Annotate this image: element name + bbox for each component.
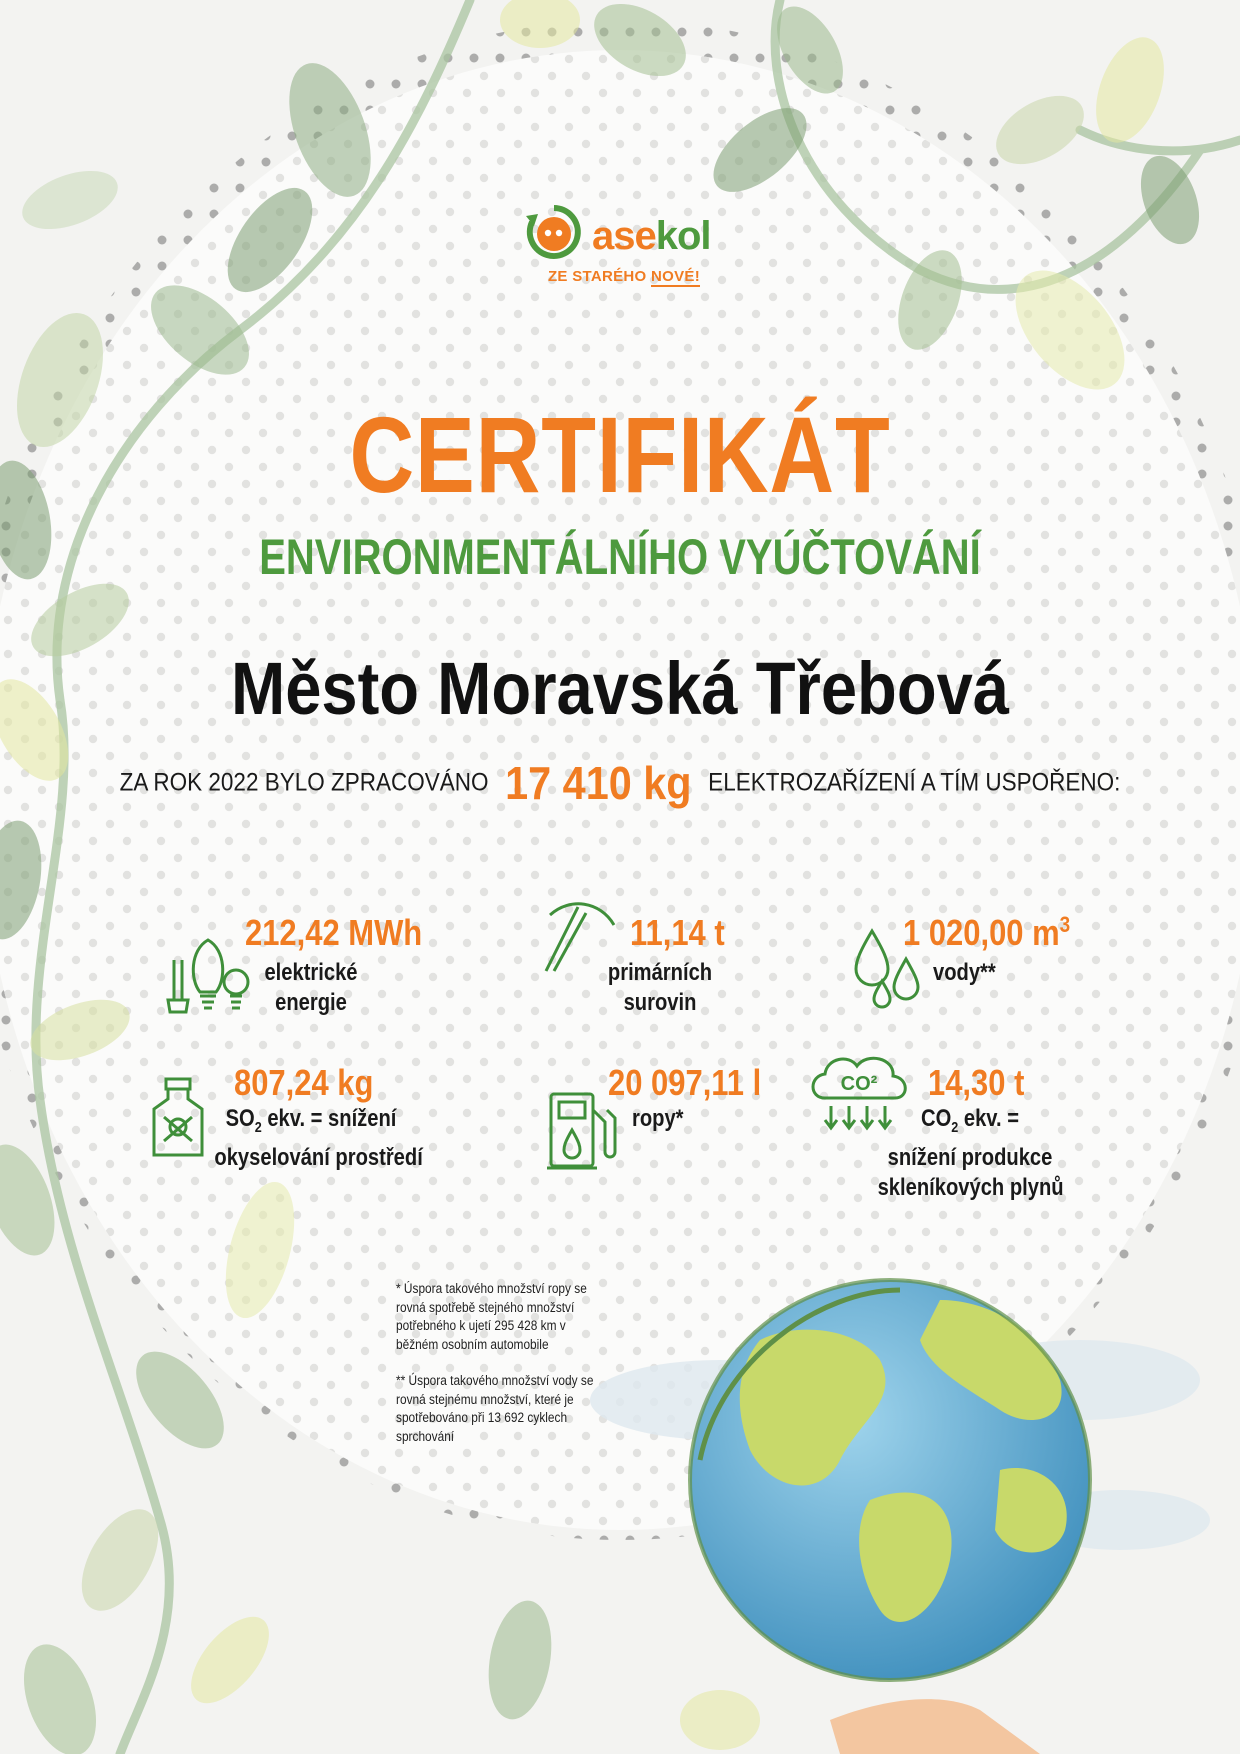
certificate-subtitle: ENVIRONMENTÁLNÍHO VYÚČTOVÁNÍ [259, 529, 981, 585]
footnote-oil: * Úspora takového množství ropy se rovná spotřebě stejného množství potřebného k ujetí 295 428 km v běžném osobním automobile [396, 1281, 587, 1352]
summary-amount: 17 410 kg [505, 757, 692, 809]
footnote-water: ** Úspora takového množství vody se rovná stejnému množství, které je spotřebováno při 13 692 cyklech sprchování [396, 1373, 594, 1444]
summary-after: ELEKTROZAŘÍZENÍ A TÍM USPOŘENO: [708, 768, 1121, 797]
so2-label-line1 [214, 1104, 407, 1143]
logo-wordmark [592, 214, 711, 259]
toxic-bottle-icon [148, 1075, 208, 1160]
co2-label-line1 [878, 1104, 1063, 1143]
energy-label [248, 958, 374, 1018]
so2-label-suffix: ekv. = snížení [261, 1105, 397, 1132]
logo-word-part2: kol [655, 214, 711, 258]
light-bulbs-icon [160, 930, 255, 1020]
asekol-logo-icon [524, 202, 584, 262]
so2-label [214, 1104, 423, 1173]
co2-label-line3: skleníkových plynů [877, 1173, 1064, 1201]
recipient-name: Město Moravská Třebová [230, 647, 1010, 730]
water-value-unit-sup: 3 [1059, 912, 1071, 937]
asekol-logo [524, 200, 724, 300]
co2-label [878, 1104, 1063, 1203]
logo-word-part1: ase [592, 214, 656, 258]
co2-label-line2: snížení produkce [887, 1143, 1053, 1171]
raw-materials-label-line2: surovin [623, 989, 697, 1016]
oil-value: 20 097,11 l [608, 1062, 762, 1103]
so2-label-sub: 2 [254, 1118, 262, 1136]
so2-value: 807,24 kg [234, 1062, 374, 1103]
co2-icon-text: CO² [840, 1073, 878, 1095]
logo-tagline-part2: NOVÉ! [651, 268, 701, 285]
so2-label-prefix: SO [225, 1105, 255, 1132]
co2-label-sub: 2 [951, 1118, 959, 1136]
logo-tagline [524, 268, 724, 285]
co2-value: 14,30 t [928, 1062, 1025, 1103]
co2-label-prefix: CO [921, 1105, 952, 1132]
energy-value: 212,42 MWh [245, 912, 423, 953]
summary-sentence [62, 756, 1178, 810]
water-label-line1: vody** [933, 959, 996, 986]
oil-label-line1: ropy* [632, 1105, 684, 1132]
logo-tagline-part1: ZE STARÉHO [547, 268, 651, 285]
water-label [933, 958, 996, 988]
raw-materials-value: 11,14 t [630, 912, 725, 953]
energy-label-line1: elektrické [264, 959, 358, 986]
water-value-number: 1 020,00 m [903, 912, 1060, 953]
so2-label-line2: okyselování prostředí [214, 1143, 423, 1171]
raw-materials-label [597, 958, 723, 1018]
summary-before: ZA ROK 2022 BYLO ZPRACOVÁNO [119, 768, 489, 797]
oil-label [632, 1104, 684, 1134]
water-value [903, 912, 1070, 954]
energy-label-line2: energie [275, 989, 347, 1016]
raw-materials-label-line1: primárních [607, 959, 713, 986]
co2-label-suffix: ekv. = [958, 1105, 1019, 1132]
footnotes [396, 1280, 607, 1464]
certificate-title: CERTIFIKÁT [349, 394, 891, 515]
